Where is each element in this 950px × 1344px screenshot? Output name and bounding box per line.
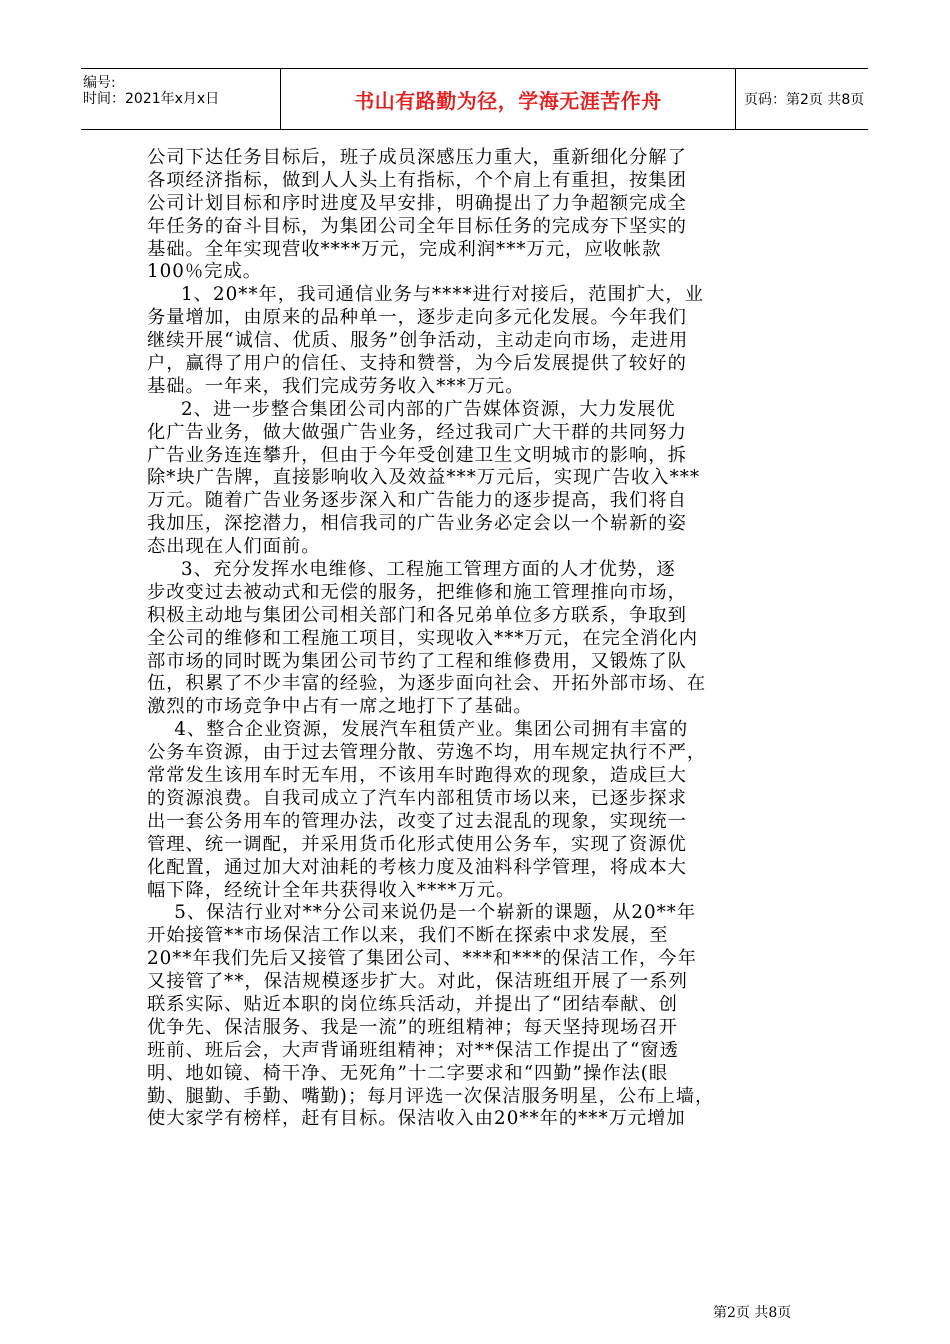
body-text-line: 勤、腿勤、手勤、嘴勤)；每月评选一次保洁服务明星，公布上墙， <box>147 1085 715 1107</box>
body-text-line: 2、进一步整合集团公司内部的广告媒体资源，大力发展优 <box>147 398 676 420</box>
page-header <box>81 68 868 130</box>
body-text-line: 管理、统一调配，并采用货币化形式使用公务车，实现了资源优 <box>147 833 687 855</box>
body-text-line: 万元。随着广告业务逐步深入和广告能力的逐步提高，我们将自 <box>147 490 687 512</box>
body-text-line: 明、地如镜、椅干净、无死角”十二字要求和“四勤”操作法(眼 <box>147 1062 669 1084</box>
body-text-line: 又接管了**，保洁规模逐步扩大。对此，保洁班组开展了一系列 <box>147 971 688 993</box>
body-text-line: 步改变过去被动式和无偿的服务，把维修和施工管理推向市场， <box>147 581 687 603</box>
body-text-line: 联系实际、贴近本职的岗位练兵活动，并提出了“团结奉献、创 <box>147 993 678 1015</box>
doc-date-label: 时间：2021年x月x日 <box>83 91 220 107</box>
body-text-line: 开始接管**市场保洁工作以来，我们不断在探索中求发展，至 <box>147 925 669 947</box>
body-text-line: 5、保洁行业对**分公司来说仍是一个崭新的课题，从20**年 <box>147 902 697 924</box>
body-text-line: 广告业务连连攀升，但由于今年受创建卫生文明城市的影响，拆 <box>147 444 687 466</box>
header-motto-cell <box>281 69 736 129</box>
body-text-line: 年任务的奋斗目标，为集团公司全年目标任务的完成夯下坚实的 <box>147 215 687 237</box>
body-text-line: 伍，积累了不少丰富的经验，为逐步面向社会、开拓外部市场、在 <box>147 673 707 695</box>
body-text-line: 公司计划目标和序时进度及早安排，明确提出了力争超额完成全 <box>147 192 687 214</box>
body-text-line: 出一套公务用车的管理办法，改变了过去混乱的现象，实现统一 <box>147 810 687 832</box>
body-text-line: 班前、班后会，大声背诵班组精神；对**保洁工作提出了“窗透 <box>147 1039 679 1061</box>
body-text-line: 我加压，深挖潜力，相信我司的广告业务必定会以一个崭新的姿 <box>147 513 687 535</box>
body-text-line: 户，赢得了用户的信任、支持和赞誉，为今后发展提供了较好的 <box>147 353 687 375</box>
body-text-line: 100％完成。 <box>147 261 263 283</box>
body-text-line: 除*块广告牌，直接影响收入及效益***万元后，实现广告收入*** <box>147 467 701 489</box>
header-page-number: 页码：第2页 共8页 <box>744 92 865 108</box>
body-text-line: 化广告业务，做大做强广告业务，经过我司广大干群的共同努力 <box>147 421 687 443</box>
doc-number-label: 编号: <box>83 75 116 91</box>
header-motto: 书山有路勤为径，学海无涯苦作舟 <box>354 88 662 113</box>
body-text-line: 积极主动地与集团公司相关部门和各兄弟单位多方联系，争取到 <box>147 604 687 626</box>
body-text-line: 使大家学有榜样，赶有目标。保洁收入由20**年的***万元增加 <box>147 1108 686 1130</box>
header-info-cell <box>81 69 281 129</box>
body-text-line: 各项经济指标，做到人人头上有指标，个个肩上有重担，按集团 <box>147 169 687 191</box>
body-text-line: 公务车资源，由于过去管理分散、劳逸不均，用车规定执行不严， <box>147 742 707 764</box>
body-text-line: 3、充分发挥水电维修、工程施工管理方面的人才优势，逐 <box>147 559 676 581</box>
body-text-line: 优争先、保洁服务、我是一流”的班组精神；每天坚持现场召开 <box>147 1016 678 1038</box>
body-text-line: 部市场的同时既为集团公司节约了工程和维修费用，又锻炼了队 <box>147 650 687 672</box>
body-text-line: 20**年我们先后又接管了集团公司、***和***的保洁工作，今年 <box>147 948 697 970</box>
body-text-line: 化配置，通过加大对油耗的考核力度及油料科学管理，将成本大 <box>147 856 687 878</box>
document-body <box>147 147 809 1131</box>
body-text-line: 4、整合企业资源，发展汽车租赁产业。集团公司拥有丰富的 <box>147 719 689 741</box>
body-text-line: 幅下降，经统计全年共获得收入****万元。 <box>147 879 516 901</box>
page-footer: 第2页 共8页 <box>713 1305 792 1321</box>
body-text-line: 态出现在人们面前。 <box>147 536 321 558</box>
body-text-line: 激烈的市场竞争中占有一席之地打下了基础。 <box>147 696 533 718</box>
header-page-cell <box>736 69 868 129</box>
body-text-line: 继续开展“诚信、优质、服务”创争活动，主动走向市场，走进用 <box>147 330 689 352</box>
body-text-line: 基础。全年实现营收****万元，完成利润***万元，应收帐款 <box>147 238 662 260</box>
body-text-line: 的资源浪费。自我司成立了汽车内部租赁市场以来，已逐步探求 <box>147 787 687 809</box>
body-text-line: 全公司的维修和工程施工项目，实现收入***万元，在完全消化内 <box>147 627 699 649</box>
body-text-line: 常常发生该用车时无车用，不该用车时跑得欢的现象，造成巨大 <box>147 765 687 787</box>
body-text-line: 务量增加，由原来的品种单一，逐步走向多元化发展。今年我们 <box>147 307 687 329</box>
body-text-line: 基础。一年来，我们完成劳务收入***万元。 <box>147 375 525 397</box>
body-text-line: 公司下达任务目标后，班子成员深感压力重大，重新细化分解了 <box>147 147 687 168</box>
body-text-line: 1、20**年，我司通信业务与****进行对接后，范围扩大，业 <box>147 284 704 306</box>
